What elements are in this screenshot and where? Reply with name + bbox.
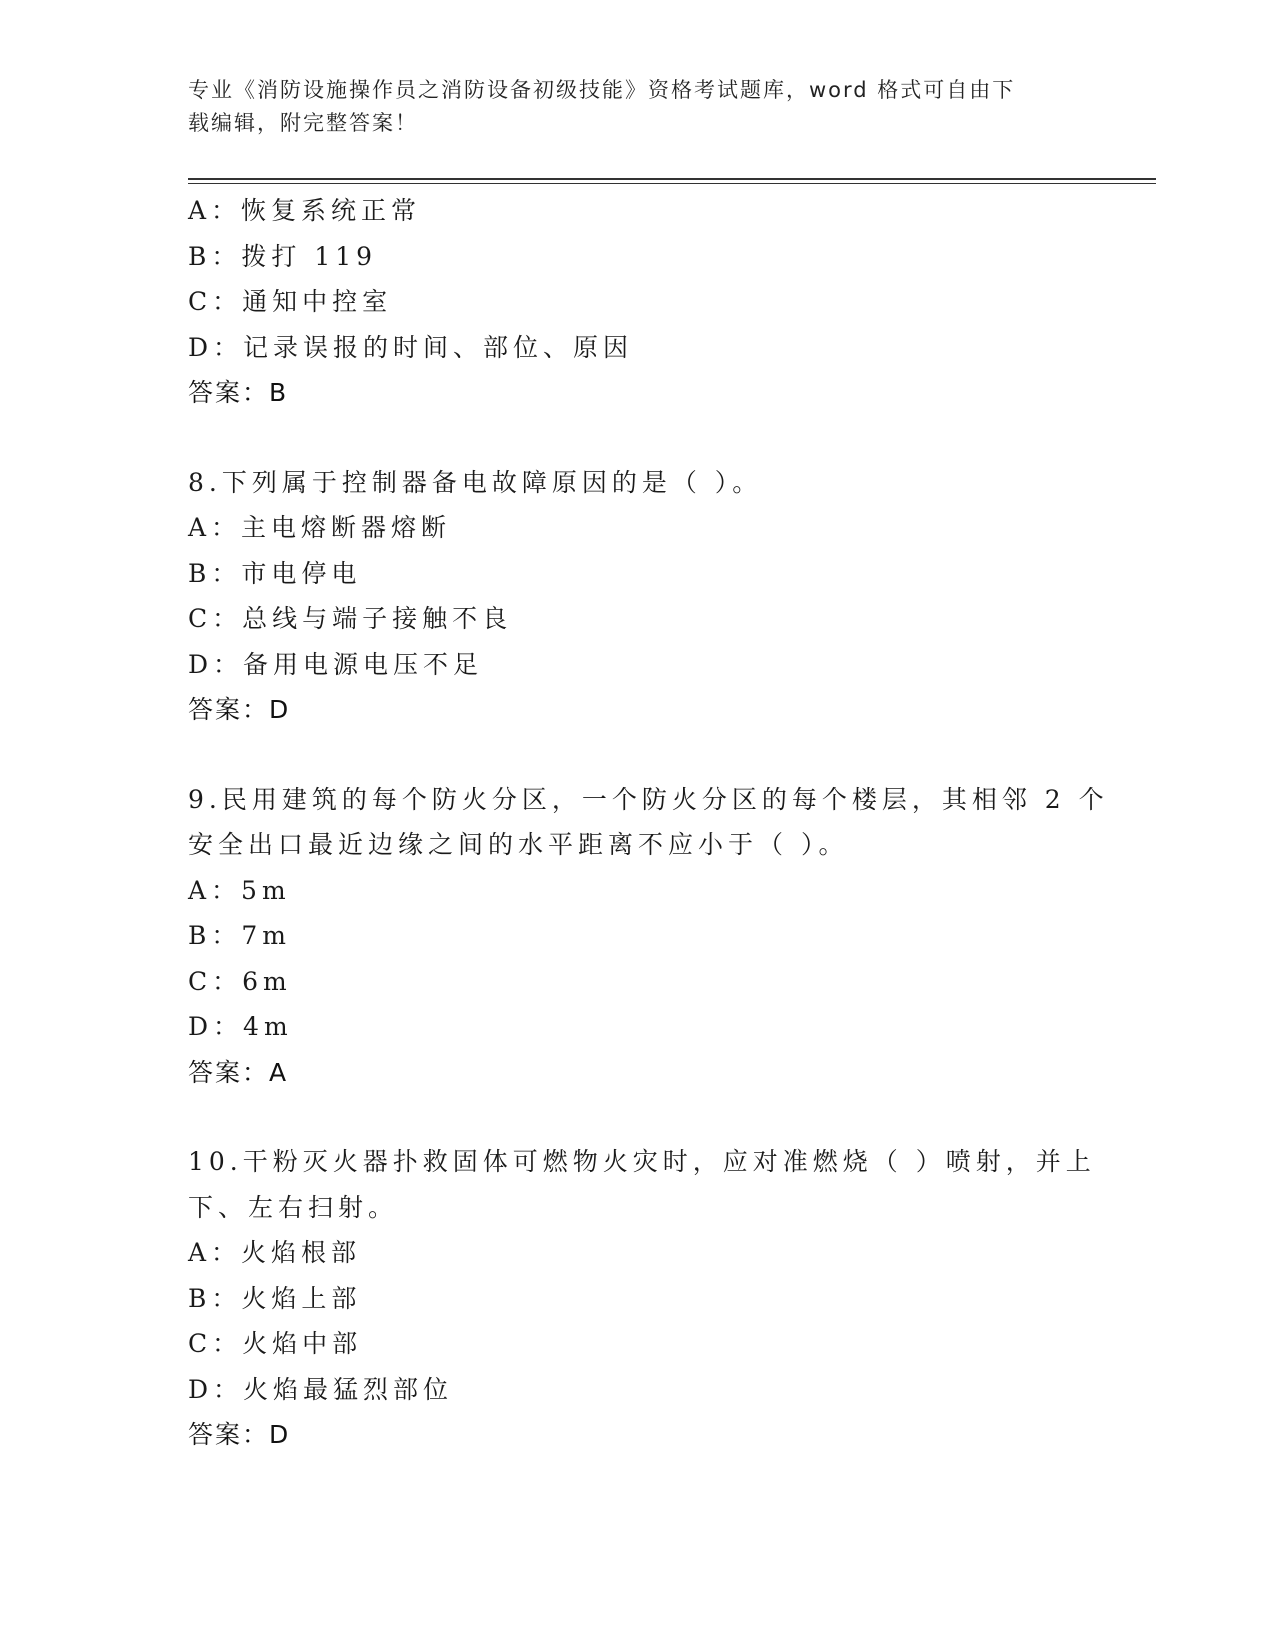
answer: 答案：D <box>188 1420 291 1449</box>
option-d: D：记录误报的时间、部位、原因 <box>188 332 634 362</box>
question-text: 8.下列属于控制器备电故障原因的是（ ）。 <box>188 467 763 497</box>
question-block-8 <box>188 460 1088 733</box>
question-list <box>188 188 1109 1458</box>
question-block-9 <box>188 777 1109 1096</box>
option-d: D：4m <box>188 1012 293 1041</box>
option-a: A：火焰根部 <box>188 1238 362 1267</box>
option-d: D：火焰最猛烈部位 <box>188 1374 454 1404</box>
answer: 答案：A <box>188 1057 289 1087</box>
question-text-cont: 下、左右扫射。 <box>188 1192 399 1222</box>
question-text-cont: 安全出口最近边缘之间的水平距离不应小于（ ）。 <box>188 830 849 859</box>
option-d: D：备用电源电压不足 <box>188 649 484 679</box>
option-b: B：火焰上部 <box>188 1283 362 1313</box>
question-text: 10.干粉灭火器扑救固体可燃物火灾时，应对准燃烧（ ）喷射，并上 <box>188 1147 1096 1176</box>
question-block-7 <box>188 188 1088 416</box>
answer: 答案：D <box>188 695 291 724</box>
option-b: B：7m <box>188 921 291 950</box>
answer: 答案：B <box>188 378 289 407</box>
option-c: C：通知中控室 <box>188 287 393 316</box>
question-text: 9.民用建筑的每个防火分区，一个防火分区的每个楼层，其相邻 2 个 <box>188 784 1109 814</box>
question-block-10 <box>188 1139 1096 1458</box>
header-line-2: 载编辑，附完整答案！ <box>188 111 418 135</box>
option-c: C：总线与端子接触不良 <box>188 604 513 633</box>
option-b: B：拨打 119 <box>188 241 378 271</box>
option-c: C：火焰中部 <box>188 1329 363 1358</box>
header-divider-thick <box>188 178 1156 180</box>
header-line-1: 专业《消防设施操作员之消防设备初级技能》资格考试题库，word 格式可自由下 <box>188 78 1016 102</box>
option-b: B：市电停电 <box>188 558 362 588</box>
option-a: A：5m <box>188 875 291 905</box>
option-a: A：恢复系统正常 <box>188 196 422 225</box>
header-divider-thin <box>188 183 1156 184</box>
option-c: C：6m <box>188 966 292 996</box>
document-header <box>188 74 1078 140</box>
option-a: A：主电熔断器熔断 <box>188 513 452 542</box>
